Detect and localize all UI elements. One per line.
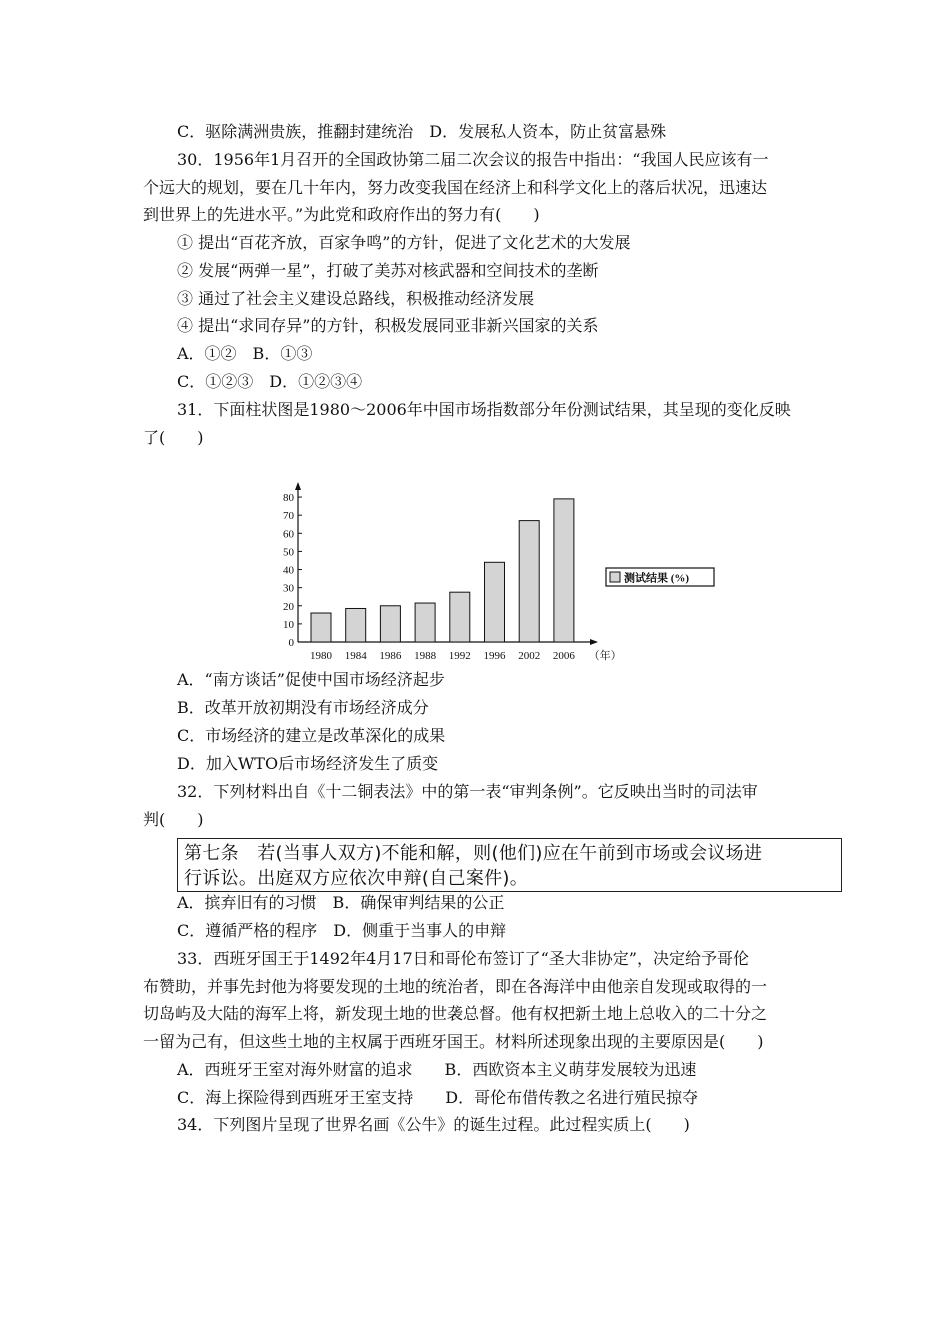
market-index-bar-chart [258,480,718,670]
x-tick-label: 1980 [310,650,332,662]
clause-line-2: 行诉讼。出庭双方应依次申辩(自己案件)。 [184,868,529,889]
y-tick-label: 70 [283,510,294,523]
x-tick-label: 1988 [414,650,437,662]
y-tick-label: 60 [283,528,294,541]
bar-1992 [450,592,470,642]
x-tick-label: 1984 [344,650,367,662]
bar-1984 [346,608,366,642]
q30-item-2: ② 发展“两弹一星”，打破了美苏对核武器和空间技术的垄断 [177,261,599,280]
twelve-tables-clause-box [177,838,842,892]
q33-stem-line1: 33．西班牙国王于1492年4月17日和哥伦布签订了“圣大非协定”，决定给予哥伦 [177,949,749,968]
legend-label: 测试结果 (%) [624,572,690,585]
q33-stem-line4: 一留为己有，但这些土地的主权属于西班牙国王。材料所述现象出现的主要原因是( ) [143,1032,764,1051]
q31-option-a: A．“南方谈话”促使中国市场经济起步 [177,670,445,689]
x-tick-label: 2006 [552,650,575,662]
q31-option-c: C．市场经济的建立是改革深化的成果 [177,726,446,745]
x-unit-label: （年） [588,650,622,662]
q31-stem-line2: 了( ) [143,428,204,447]
x-tick-label: 2002 [518,650,541,662]
q30-item-1: ① 提出“百花齐放，百家争鸣”的方针，促进了文化艺术的大发展 [177,233,631,252]
y-axis-arrow [295,482,301,490]
q30-item-4: ④ 提出“求同存异”的方针，积极发展同亚非新兴国家的关系 [177,316,599,335]
q31-stem-line1: 31．下面柱状图是1980～2006年中国市场指数部分年份测试结果，其呈现的变化反映 [177,400,791,419]
q33-stem-line2: 布赞助，并事先封他为将要发现的土地的统治者，即在各海洋中由他亲自发现或取得的一 [143,977,768,996]
q30-stem-line1: 30．1956年1月召开的全国政协第二届二次会议的报告中指出：“我国人民应该有一 [177,150,769,169]
y-tick-label: 20 [283,600,294,613]
bar-1986 [380,606,400,642]
q30-option-cd: C．①②③ D．①②③④ [177,372,363,391]
q30-stem-line2: 个远大的规划，要在几十年内，努力改变我国在经济上和科学文化上的落后状况，迅速达 [143,178,768,197]
q33-option-ab: A．西班牙王室对海外财富的追求 B．西欧资本主义萌芽发展较为迅速 [177,1060,697,1079]
bar-1996 [485,562,505,642]
x-tick-label: 1992 [448,650,471,662]
clause-line-1: 第七条 若(当事人双方)不能和解，则(他们)应在午前到市场或会议场进 [184,843,763,864]
y-tick-label: 40 [283,564,294,577]
q32-option-cd: C．遵循严格的程序 D．侧重于当事人的申辩 [177,921,507,940]
q32-stem-line1: 32．下列材料出自《十二铜表法》中的第一表“审判条例”。它反映出当时的司法审 [177,782,758,801]
x-axis-arrow [590,639,598,645]
q33-stem-line3: 切岛屿及大陆的海军上将，新发现土地的世袭总督。他有权把新土地上总收入的二十分之 [143,1004,768,1023]
q31-option-b: B．改革开放初期没有市场经济成分 [177,698,429,717]
y-tick-label: 50 [283,546,294,559]
q32-option-ab: A．摈弃旧有的习惯 B．确保审判结果的公正 [177,893,505,912]
bar-2002 [519,521,539,642]
y-tick-label: 30 [283,582,294,595]
y-tick-label: 0 [288,637,294,649]
bar-2006 [554,499,574,642]
x-tick-label: 1996 [483,650,506,662]
bar-1980 [311,613,331,642]
legend-swatch [610,572,620,582]
q30-option-ab: A．①② B．①③ [177,344,313,363]
q30-item-3: ③ 通过了社会主义建设总路线，积极推动经济发展 [177,289,535,308]
bar-1988 [415,603,435,642]
q31-option-d: D．加入WTO后市场经济发生了质变 [177,754,439,773]
x-tick-label: 1986 [379,650,402,662]
q33-option-cd: C．海上探险得到西班牙王室支持 D．哥伦布借传教之名进行殖民掠夺 [177,1088,699,1107]
y-tick-label: 10 [283,618,294,631]
y-tick-label: 80 [283,492,294,505]
q34-stem: 34．下列图片呈现了世界名画《公牛》的诞生过程。此过程实质上( ) [177,1115,690,1134]
q30-stem-line3: 到世界上的先进水平。”为此党和政府作出的努力有( ) [143,205,540,224]
q29-option-cd: C．驱除满洲贵族，推翻封建统治 D．发展私人资本，防止贫富悬殊 [177,122,667,141]
q32-stem-line2: 判( ) [143,810,204,829]
